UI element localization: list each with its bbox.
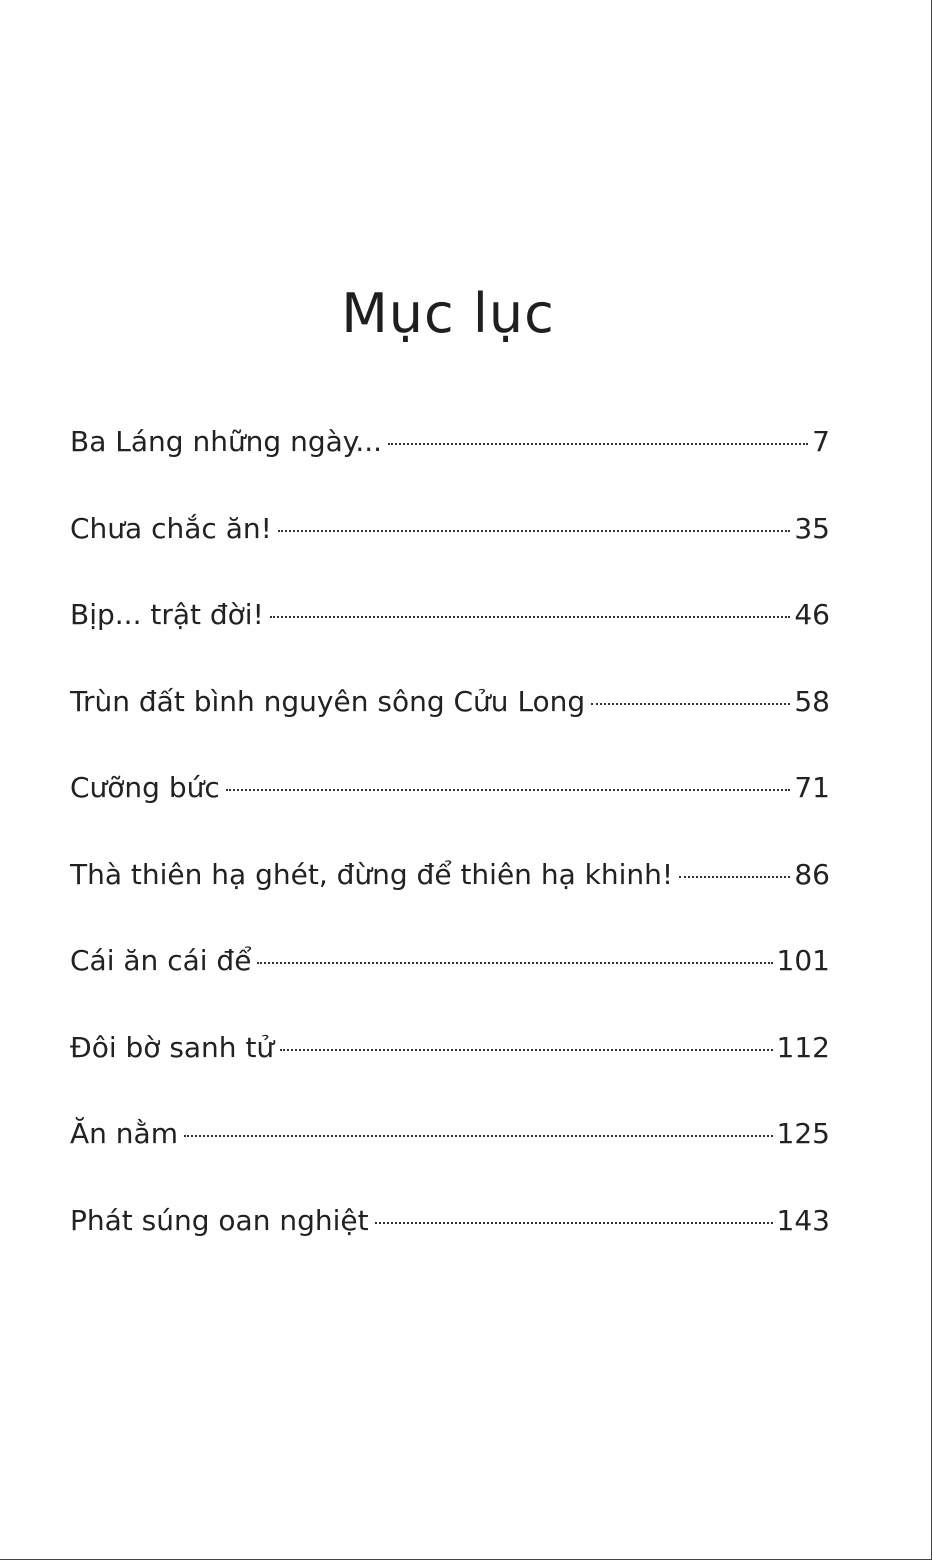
dot-leader — [278, 530, 791, 532]
toc-entry-page: 35 — [794, 511, 830, 545]
toc-entry-page: 58 — [794, 684, 830, 718]
toc-entry — [70, 507, 830, 594]
toc-entry — [70, 1112, 830, 1199]
toc-entry-page: 101 — [776, 944, 830, 977]
dot-leader — [226, 789, 791, 791]
toc-entry-page: 46 — [794, 598, 830, 631]
dot-leader — [375, 1222, 773, 1224]
dot-leader — [679, 876, 790, 878]
toc-entry — [70, 680, 830, 767]
toc-entry-title: Cưỡng bức — [70, 771, 220, 804]
toc-entry-title: Trùn đất bình nguyên sông Cửu Long — [70, 684, 586, 718]
toc-entry — [70, 1199, 830, 1286]
toc-entry-title: Phát súng oan nghiệt — [70, 1203, 369, 1237]
dot-leader — [257, 962, 772, 964]
toc-entry — [70, 939, 830, 1026]
toc-entry-title: Chưa chắc ăn! — [70, 511, 272, 545]
toc-entry-page: 7 — [812, 425, 830, 458]
toc-entry-title: Bịp... trật đời! — [70, 598, 264, 631]
toc-entry-title: Ba Láng những ngày... — [70, 425, 383, 458]
dot-leader — [184, 1135, 773, 1137]
toc-entry-page: 86 — [794, 857, 830, 891]
toc-entry-page: 71 — [794, 771, 830, 804]
toc-entry-page: 143 — [776, 1203, 830, 1237]
toc-entry — [70, 593, 830, 680]
toc-entry-title: Đôi bờ sanh tử — [70, 1030, 275, 1064]
toc-entry — [70, 1026, 830, 1113]
toc-entry-title: Cái ăn cái để — [70, 944, 252, 977]
toc-entry — [70, 420, 830, 507]
dot-leader — [270, 616, 791, 618]
toc-entry-page: 112 — [776, 1030, 830, 1064]
toc-entry-title: Thà thiên hạ ghét, đừng để thiên hạ khinh! — [70, 857, 674, 891]
dot-leader — [388, 443, 808, 445]
table-of-contents — [70, 420, 830, 1285]
dot-leader — [591, 703, 790, 705]
toc-entry — [70, 766, 830, 853]
dot-leader — [280, 1049, 772, 1051]
toc-entry — [70, 853, 830, 940]
toc-entry-title: Ăn nằm — [70, 1117, 178, 1150]
page-title: Mục lục — [341, 282, 555, 346]
toc-entry-page: 125 — [776, 1117, 830, 1150]
